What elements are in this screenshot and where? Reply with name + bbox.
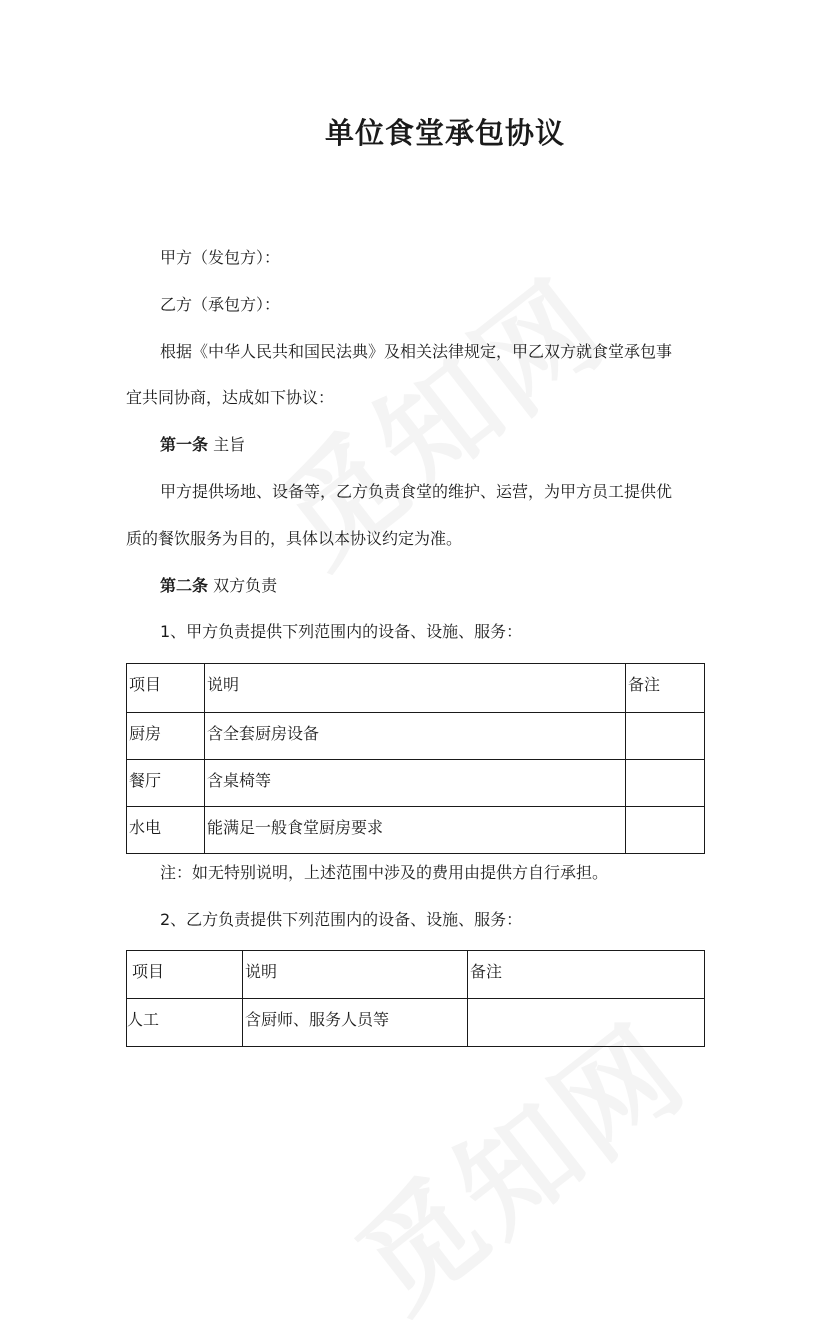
table-cell	[626, 760, 705, 807]
article-number: 第二条	[160, 576, 209, 595]
intro-paragraph-line2: 宜共同协商，达成如下协议：	[126, 388, 335, 407]
article-1-heading	[160, 434, 245, 456]
table-header-row	[127, 664, 705, 713]
table-header-cell: 项目	[127, 951, 243, 999]
table-cell: 厨房	[127, 713, 205, 760]
table-cell	[626, 807, 705, 854]
table-cell	[626, 713, 705, 760]
article-1-line2: 质的餐饮服务为目的，具体以本协议约定为准。	[126, 529, 463, 548]
intro-paragraph-line1: 根据《中华人民共和国民法典》及相关法律规定，甲乙双方就食堂承包事	[160, 342, 673, 361]
table-header-cell: 备注	[468, 951, 705, 999]
table-cell: 水电	[127, 807, 205, 854]
table-header-cell: 说明	[243, 951, 468, 999]
table-row	[127, 713, 705, 760]
table-cell: 含全套厨房设备	[205, 713, 626, 760]
table-header-cell: 备注	[626, 664, 705, 713]
table-cell	[468, 999, 705, 1047]
item-2-heading: 2、乙方负责提供下列范围内的设备、设施、服务：	[160, 910, 523, 929]
table-row	[127, 760, 705, 807]
table-cell: 能满足一般食堂厨房要求	[205, 807, 626, 854]
table-header-row	[127, 951, 705, 999]
article-title: 双方负责	[208, 576, 278, 595]
table-row	[127, 807, 705, 854]
table-row	[127, 999, 705, 1047]
article-2-heading	[160, 575, 277, 597]
party-a-provision-table	[126, 663, 705, 854]
table-cell: 餐厅	[127, 760, 205, 807]
table-cell: 人工	[127, 999, 243, 1047]
table-note: 注：如无特别说明，上述范围中涉及的费用由提供方自行承担。	[160, 863, 609, 882]
item-1-heading: 1、甲方负责提供下列范围内的设备、设施、服务：	[160, 622, 523, 641]
party-b-line: 乙方（承包方）：	[160, 295, 281, 314]
party-a-line: 甲方（发包方）：	[160, 248, 281, 267]
document-title: 单位食堂承包协议	[324, 116, 565, 150]
article-number: 第一条	[160, 435, 209, 454]
article-title: 主旨	[208, 435, 246, 454]
table-header-cell: 项目	[127, 664, 205, 713]
table-cell: 含桌椅等	[205, 760, 626, 807]
article-1-line1: 甲方提供场地、设备等，乙方负责食堂的维护、运营，为甲方员工提供优	[160, 482, 673, 501]
table-header-cell: 说明	[205, 664, 626, 713]
party-b-provision-table	[126, 950, 705, 1047]
table-cell: 含厨师、服务人员等	[243, 999, 468, 1047]
